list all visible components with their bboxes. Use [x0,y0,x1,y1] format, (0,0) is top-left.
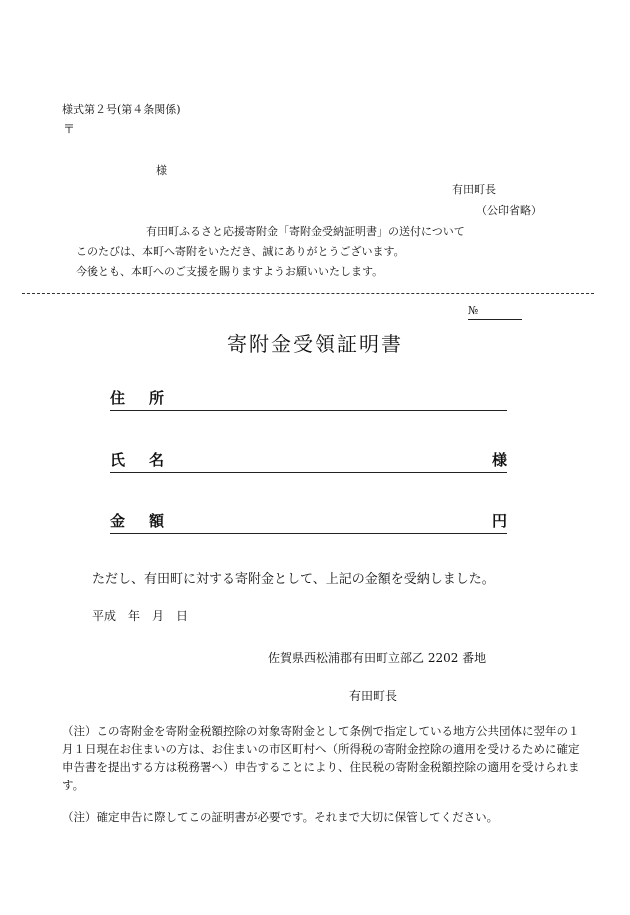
certificate-number-label: № [468,304,479,317]
receipt-statement: ただし、有田町に対する寄附金として、上記の金額を受納しました。 [92,572,495,587]
addressee-suffix: 様 [156,164,167,177]
certificate-number [468,304,522,320]
letter-line-1: このたびは、本町へ寄附をいただき、誠にありがとうございます。 [76,245,405,258]
certificate-title: 寄附金受領証明書 [227,332,403,356]
postal-mark: 〒 [63,122,76,136]
sender-name: 有田町長 [452,183,496,196]
amount-label: 金額 [110,512,189,530]
letter-subject: 有田町ふるさと応援寄附金「寄附金受納証明書」の送付について [146,225,465,238]
name-label: 氏名 [110,451,189,469]
note-1: （注）この寄附金を寄附金税額控除の対象寄附金として条例で指定している地方公共団体に翌年の１月１日現在お住まいの方は、お住まいの市区町村へ（所得税の寄附金控除の適用を受けるために確定申告書を提出する方は税務署へ）申告することにより、住民税の寄附金税額控除の適用を受けられます。 [62,724,580,792]
note-2: （注）確定申告に際してこの証明書が必要です。それまで大切に保管してください。 [62,810,499,824]
letter-line-2: 今後とも、本町へのご支援を賜りますようお願いいたします。 [76,265,384,278]
issuer-address: 佐賀県西松浦郡有田町立部乙 2202 番地 [268,651,487,665]
date-line: 平成 年 月 日 [92,609,189,623]
form-number: 様式第２号(第４条関係) [62,103,181,116]
name-suffix: 様 [491,451,507,469]
amount-field [110,511,507,534]
address-field [110,388,507,411]
address-label: 住所 [110,389,189,407]
amount-suffix: 円 [491,512,507,530]
name-field [110,450,507,473]
cut-line-divider [22,293,594,294]
seal-note: （公印省略） [476,204,542,217]
issuer-name: 有田町長 [349,689,398,703]
